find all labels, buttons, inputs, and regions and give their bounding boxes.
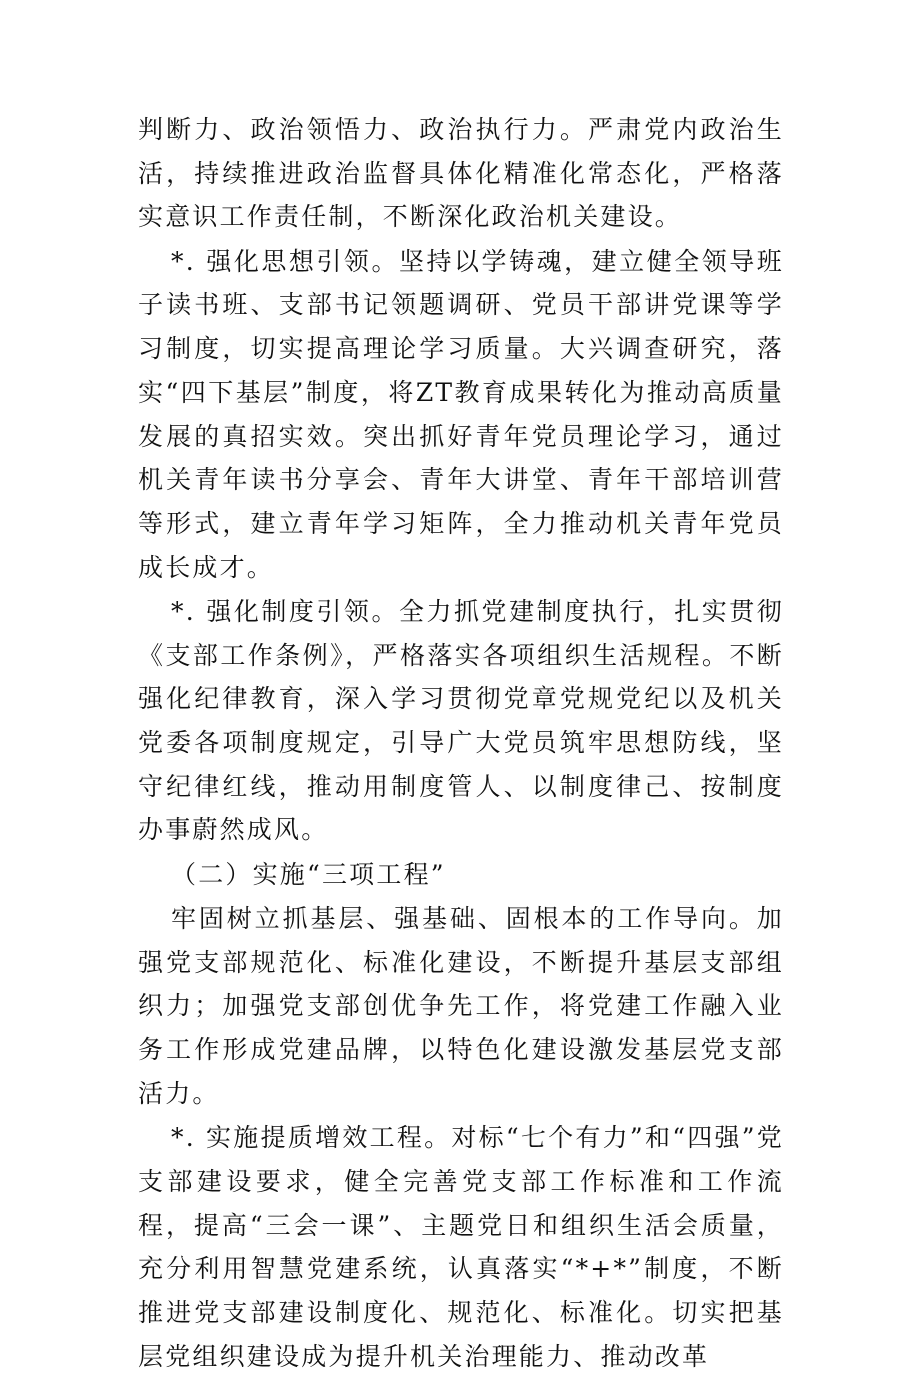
paragraph-continued: 判断力、政治领悟力、政治执行力。严肃党内政治生活，持续推进政治监督具体化精准化常态化，严格落实意识工作责任制，不断深化政治机关建设。 (138, 115, 784, 232)
paragraph-system-guidance: *. 强化制度引领。全力抓党建制度执行，扎实贯彻《支部工作条例》，严格落实各项组织生活规程。不断强化纪律教育，深入学习贯彻党章党规党纪以及机关党委各项制度规定，引导广大党员筑牢思想防线，坚守纪律红线，推动用制度管人、以制度律己、按制度办事蔚然成风。 (138, 596, 784, 845)
section-heading: （二）实施“三项工程” (171, 859, 446, 889)
document-body (138, 108, 784, 1378)
paragraph-thought-guidance: *. 强化思想引领。坚持以学铸魂，建立健全领导班子读书班、支部书记领题调研、党员干部讲党课等学习制度，切实提高理论学习质量。大兴调查研究，落实“四下基层”制度，将ZT教育成果转化为推动高质量发展的真招实效。突出抓好青年党员理论学习，通过机关青年读书分享会、青年大讲堂、青年干部培训营等形式，建立青年学习矩阵，全力推动机关青年党员成长成才。 (138, 246, 784, 582)
paragraph-grassroots: 牢固树立抓基层、强基础、固根本的工作导向。加强党支部规范化、标准化建设，不断提升基层支部组织力；加强党支部创优争先工作，将党建工作融入业务工作形成党建品牌，以特色化建设激发基层党支部活力。 (138, 904, 784, 1108)
paragraph-quality-project: *. 实施提质增效工程。对标“七个有力”和“四强”党支部建设要求，健全完善党支部工作标准和工作流程，提高“三会一课”、主题党日和组织生活会质量，充分利用智慧党建系统，认真落实“*+*”制度，不断推进党支部建设制度化、规范化、标准化。切实把基层党组织建设成为提升机关治理能力、推动改革 (138, 1123, 784, 1371)
